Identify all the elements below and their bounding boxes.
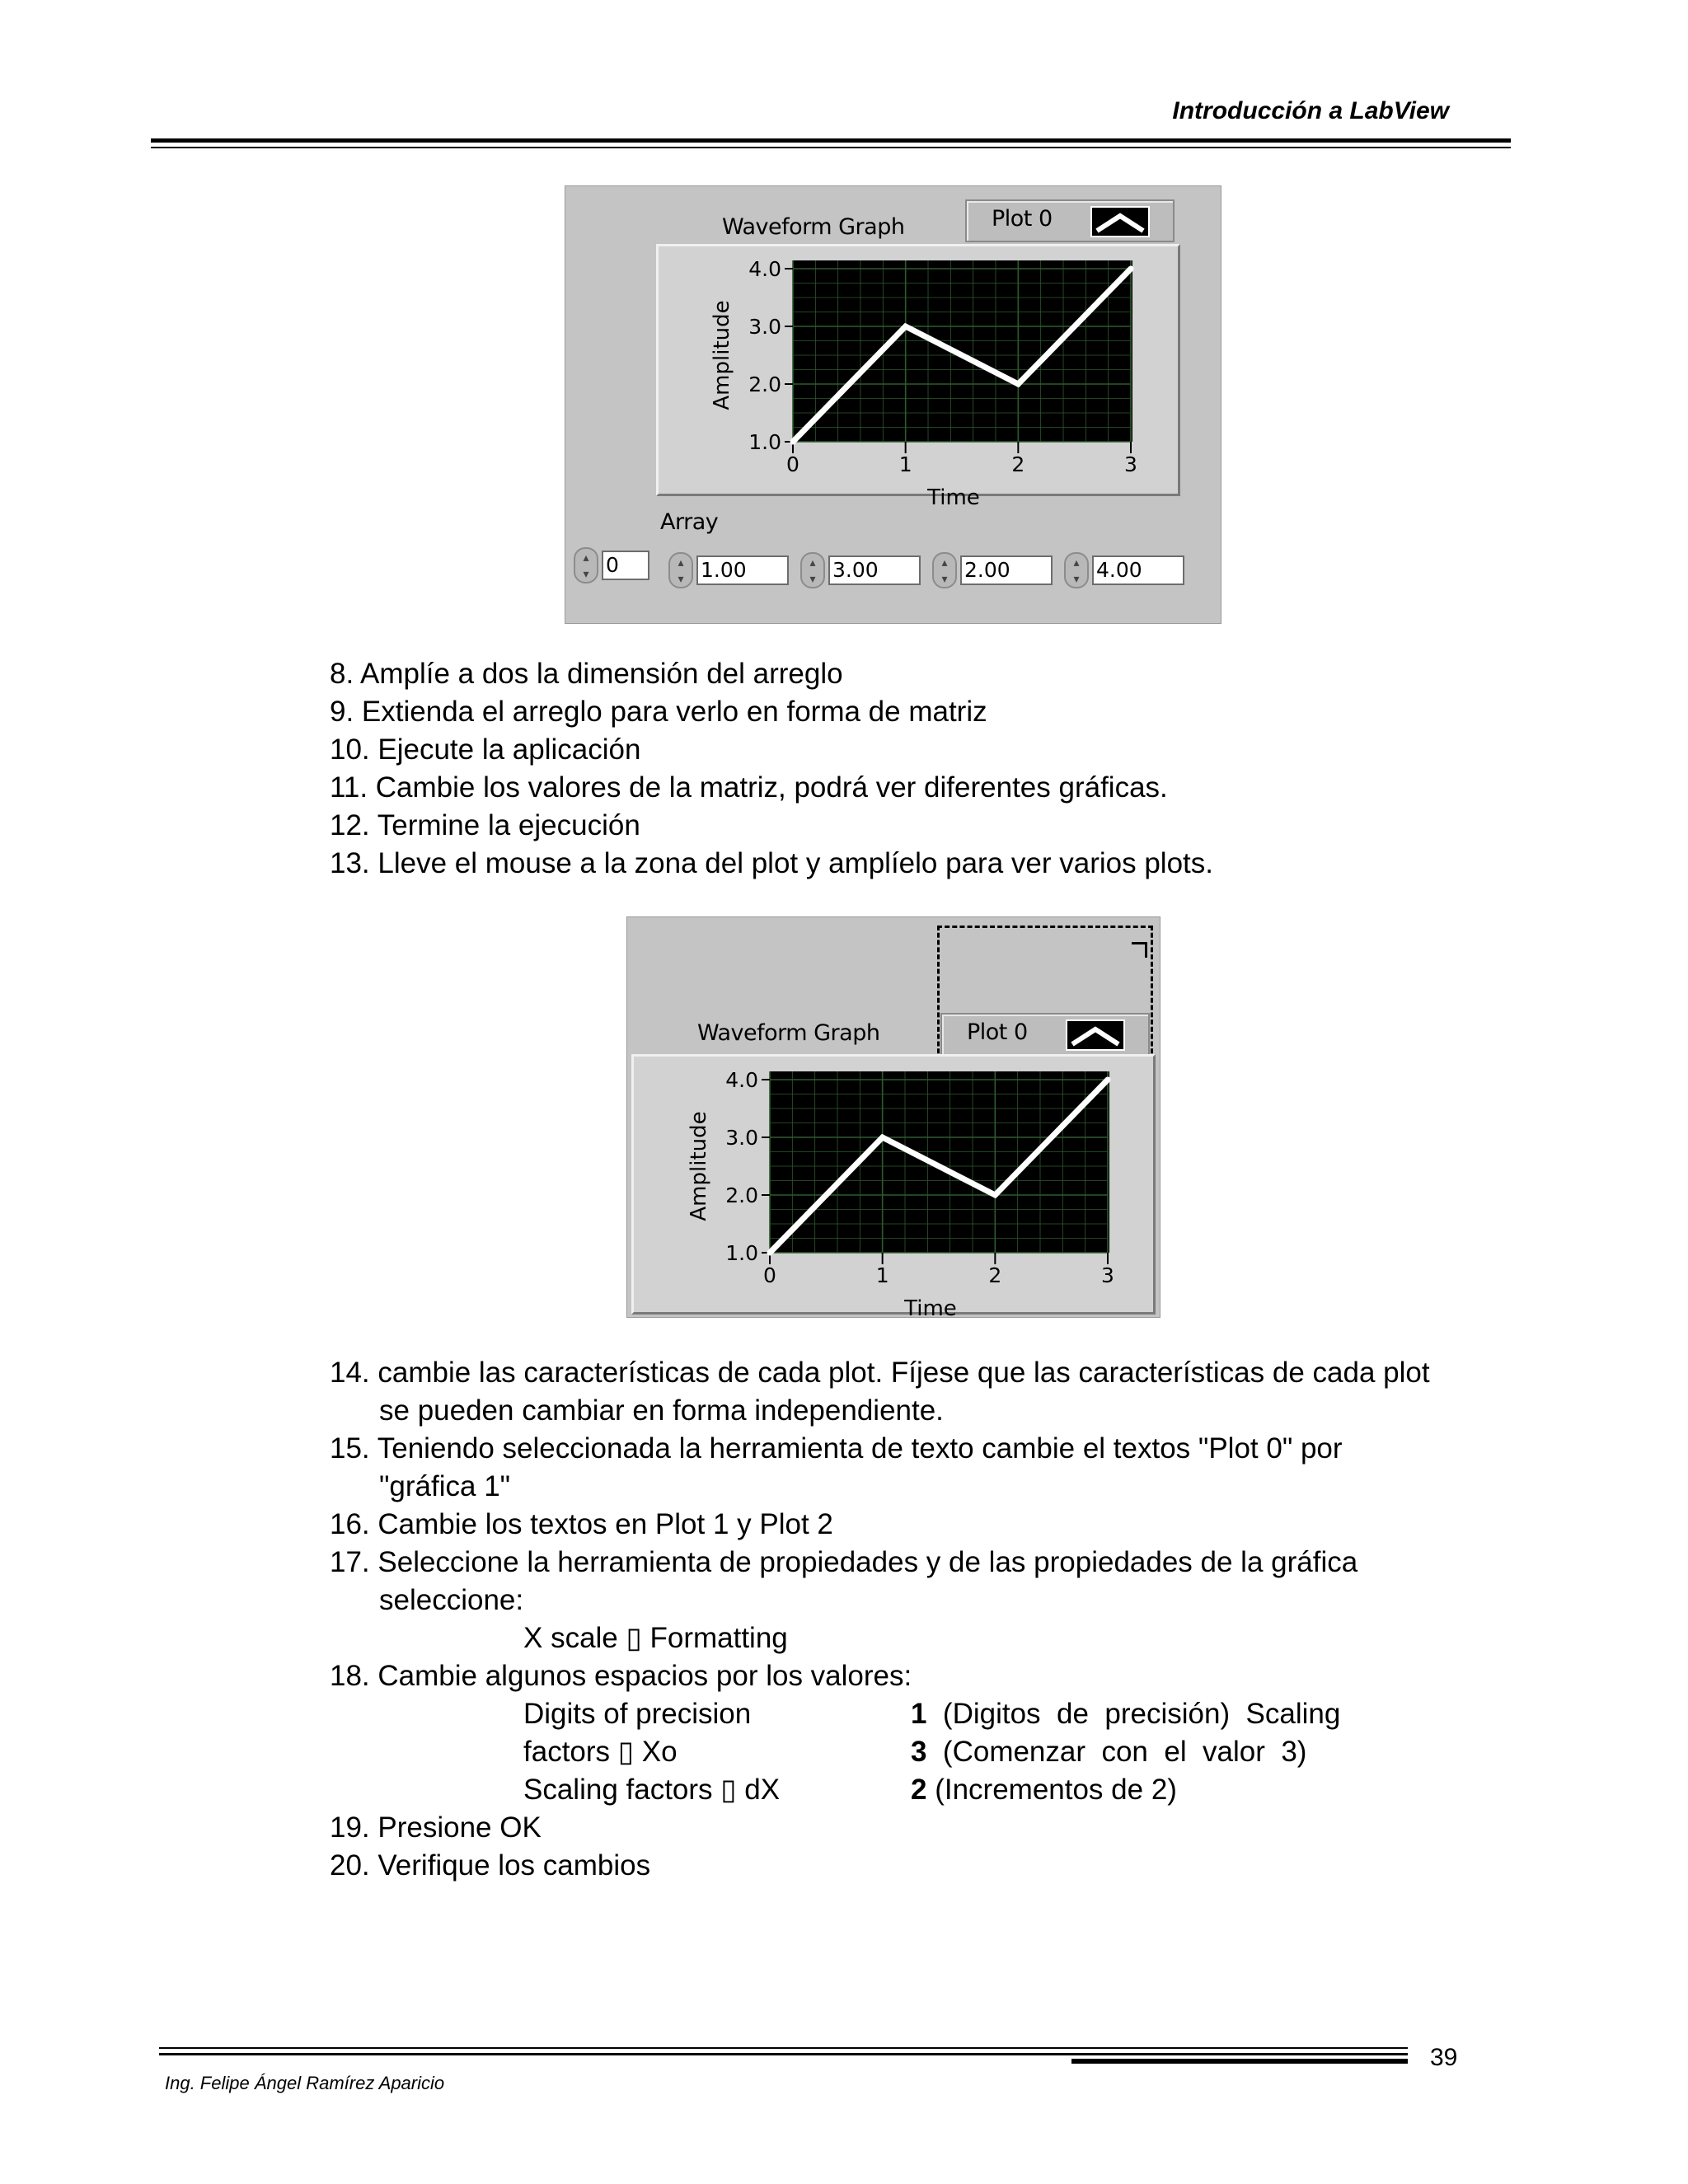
- data-point: [879, 1135, 885, 1141]
- x-tick-label: 3: [1124, 452, 1137, 476]
- data-point: [1015, 382, 1021, 387]
- list-item: se pueden cambiar en forma independiente.: [379, 1394, 944, 1427]
- footer-rule: [159, 2047, 1408, 2049]
- list-item: 15. Teniendo seleccionada la herramienta de texto cambie el textos "Plot 0" por: [330, 1432, 1343, 1465]
- list-item: "gráfica 1": [379, 1470, 511, 1502]
- spin-arrows-icon[interactable]: ▴ ▾: [932, 552, 957, 588]
- footer-rule-thick: [159, 2053, 1408, 2055]
- spin-arrows-icon[interactable]: ▴ ▾: [668, 552, 693, 588]
- steps-list-a: [330, 655, 1484, 902]
- list-item: [911, 1695, 1340, 1733]
- y-tick-label: 2.0: [725, 1183, 758, 1207]
- data-point: [1128, 266, 1134, 272]
- figure2-legend-label: Plot 0: [967, 1019, 1028, 1045]
- y-axis-label: Amplitude: [687, 1111, 711, 1221]
- figure2-graph-title: Waveform Graph: [697, 1020, 880, 1046]
- value-number: 2: [911, 1774, 927, 1806]
- x-tick-label: 0: [763, 1263, 776, 1287]
- array-element-field[interactable]: 1.00: [696, 555, 789, 585]
- plot-area: [770, 1071, 1109, 1253]
- x-tick-label: 3: [1101, 1263, 1114, 1287]
- spin-arrows-icon[interactable]: ▴ ▾: [1064, 552, 1089, 588]
- value-number: 3: [911, 1736, 927, 1768]
- y-tick-label: 1.0: [748, 430, 781, 454]
- plot-area: [793, 260, 1132, 442]
- y-tick-label: 4.0: [725, 1068, 758, 1092]
- array-element[interactable]: [932, 552, 1056, 588]
- list-item: 17. Seleccione la herramienta de propiedades y de las propiedades de la gráfica: [330, 1546, 1358, 1578]
- steps-list-b: [330, 1354, 1500, 1890]
- list-item: seleccione:: [379, 1584, 524, 1616]
- x-axis-label: Time: [904, 1296, 957, 1317]
- x-tick-label: 1: [898, 452, 912, 476]
- x-tick-label: 2: [1011, 452, 1025, 476]
- array-element[interactable]: [1064, 552, 1188, 588]
- header-rule-thin: [151, 147, 1511, 148]
- x-tick-label: 1: [875, 1263, 889, 1287]
- figure1-graph-title: Waveform Graph: [722, 214, 905, 240]
- value-text: (Comenzar con el valor 3): [926, 1736, 1307, 1768]
- list-item: 11. Cambie los valores de la matriz, podrá ver diferentes gráficas.: [330, 771, 1168, 804]
- list-item: 19. Presione OK: [330, 1811, 542, 1844]
- array-element-field[interactable]: 4.00: [1092, 555, 1184, 585]
- list-item: 14. cambie las características de cada plot. Fíjese que las características de cada plot: [330, 1357, 1430, 1389]
- data-point: [1105, 1077, 1111, 1083]
- page-number: 39: [1430, 2044, 1458, 2071]
- figure1-array-index[interactable]: [574, 547, 656, 583]
- figure2-screenshot: [626, 916, 1160, 1318]
- list-item: Digits of precision: [523, 1698, 752, 1730]
- x-tick-label: 2: [988, 1263, 1002, 1287]
- running-header-title: Introducción a LabView: [1172, 97, 1449, 124]
- list-item: 12. Termine la ejecución: [330, 809, 640, 841]
- data-point: [767, 1250, 773, 1256]
- data-point: [790, 439, 796, 445]
- value-text: (Incrementos de 2): [926, 1774, 1177, 1806]
- list-item: 13. Lleve el mouse a la zona del plot y amplíelo para ver varios plots.: [330, 847, 1213, 879]
- array-element-field[interactable]: 3.00: [828, 555, 921, 585]
- list-item: 8. Amplíe a dos la dimensión del arreglo: [330, 658, 843, 690]
- y-axis-label: Amplitude: [710, 300, 734, 410]
- value-text: (Digitos de precisión) Scaling: [926, 1698, 1341, 1730]
- list-item: factors ▯ Xo: [523, 1736, 678, 1768]
- data-point: [903, 324, 908, 330]
- array-element[interactable]: [668, 552, 792, 588]
- list-item: 9. Extienda el arreglo para verlo en forma de matriz: [330, 696, 987, 728]
- spin-arrows-icon[interactable]: ▴ ▾: [800, 552, 825, 588]
- array-element-field[interactable]: 2.00: [960, 555, 1053, 585]
- list-item: [911, 1733, 1306, 1771]
- list-item: X scale ▯ Formatting: [523, 1622, 788, 1654]
- y-tick-label: 1.0: [725, 1241, 758, 1265]
- data-point: [992, 1193, 998, 1198]
- list-item: 20. Verifique los cambios: [330, 1849, 651, 1882]
- y-tick-label: 3.0: [725, 1126, 758, 1150]
- array-index-field[interactable]: 0: [602, 551, 649, 580]
- list-item: [911, 1771, 1177, 1809]
- value-number: 1: [911, 1698, 927, 1730]
- y-tick-label: 2.0: [748, 373, 781, 396]
- footer-rule-short: [1071, 2059, 1408, 2064]
- figure1-array-label: Array: [660, 509, 719, 535]
- footer-author: Ing. Felipe Ángel Ramírez Aparicio: [165, 2073, 445, 2093]
- list-item: 18. Cambie algunos espacios por los valores:: [330, 1660, 912, 1692]
- list-item: Scaling factors ▯ dX: [523, 1774, 781, 1806]
- spin-arrows-icon[interactable]: ▴ ▾: [574, 547, 598, 583]
- header-rule: [151, 138, 1511, 143]
- y-tick-label: 4.0: [748, 257, 781, 281]
- list-item: 10. Ejecute la aplicación: [330, 733, 641, 766]
- array-element[interactable]: [800, 552, 924, 588]
- y-tick-label: 3.0: [748, 315, 781, 339]
- figure2-chart: [627, 917, 1160, 1317]
- figure1-screenshot: [565, 185, 1221, 624]
- x-tick-label: 0: [786, 452, 799, 476]
- x-axis-label: Time: [927, 485, 980, 510]
- figure1-legend-label: Plot 0: [992, 206, 1053, 232]
- list-item: 16. Cambie los textos en Plot 1 y Plot 2: [330, 1508, 833, 1540]
